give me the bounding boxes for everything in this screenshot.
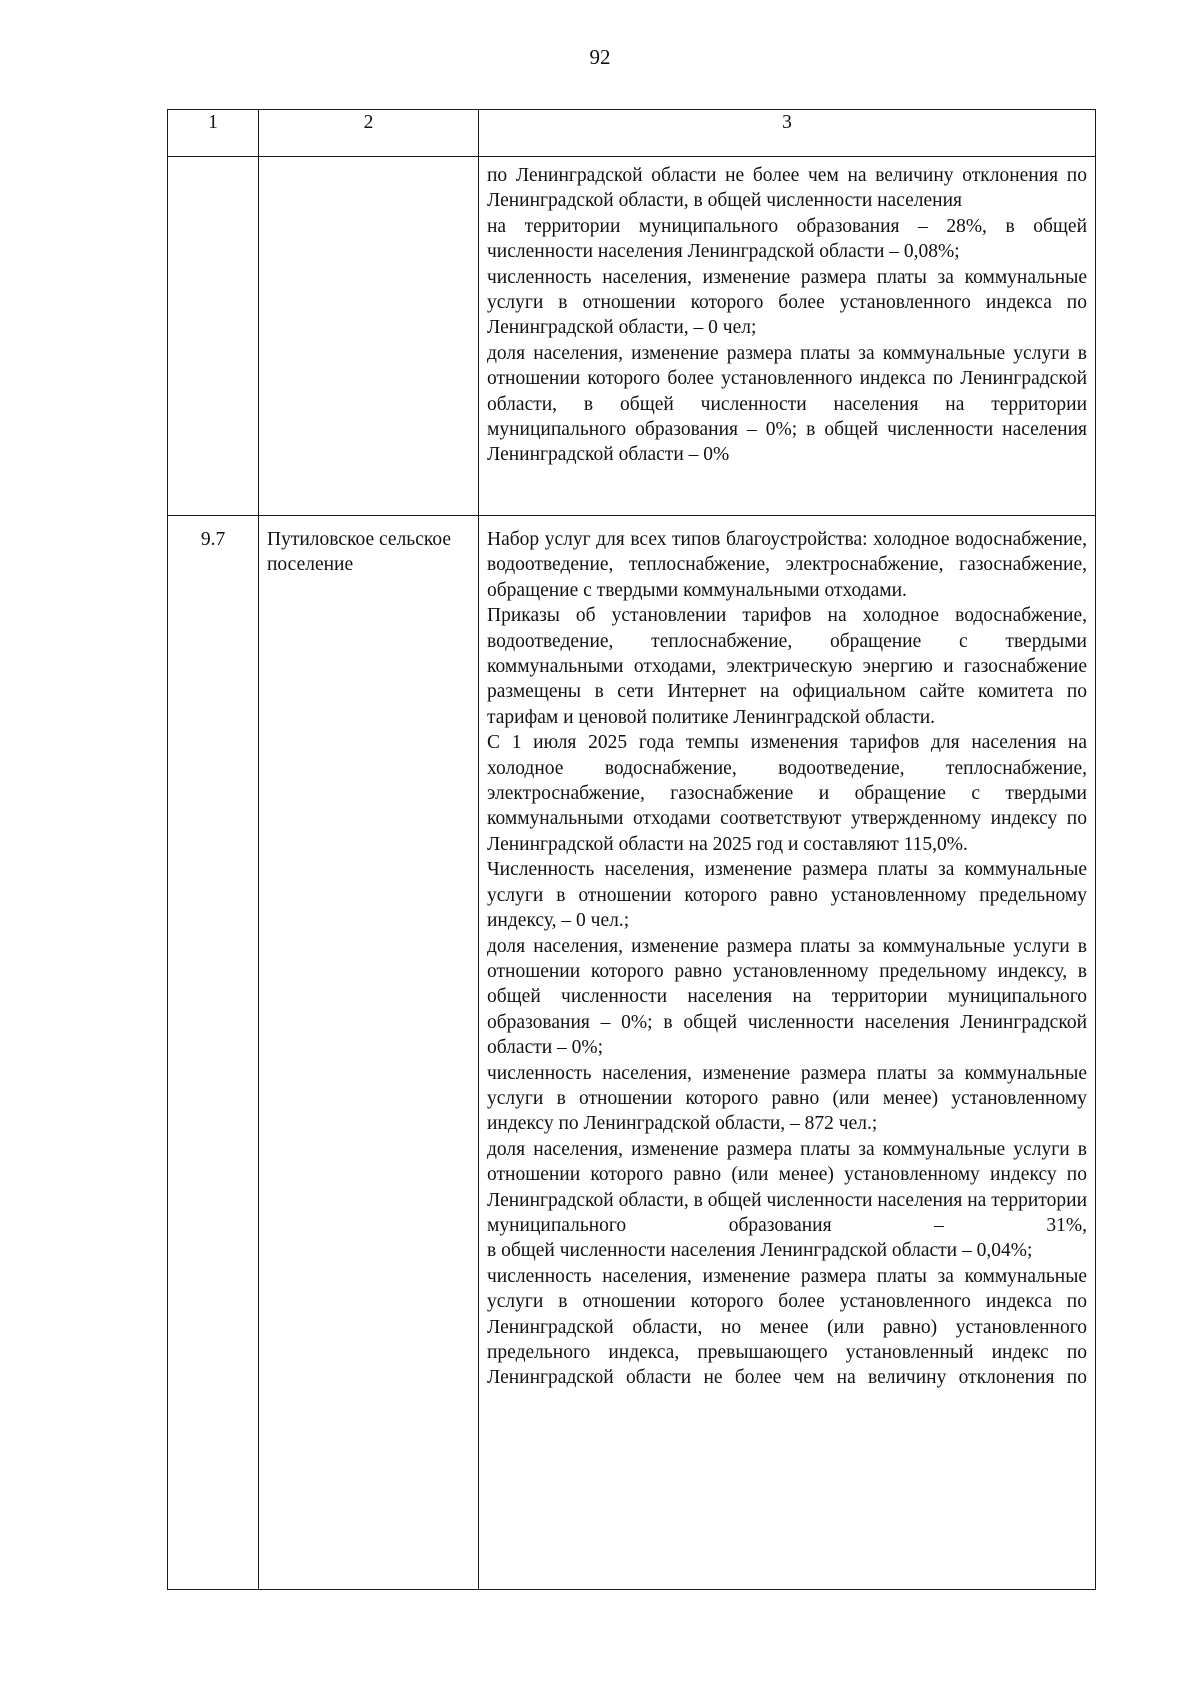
continuation-paragraph: на территории муниципального образования – 28%, в общей численности населения Ленинградской области – 0,08%; xyxy=(487,215,1087,263)
description-paragraph: доля населения, изменение размера платы за коммунальные услуги в отношении которого равно (или менее) установленному индексу по Ленинградской области, в общей численности населения на территории муниципального образования – 31%, xyxy=(487,1138,1087,1236)
header-cell-3: 3 xyxy=(479,110,1096,157)
description-paragraph: численность населения, изменение размера платы за коммунальные услуги в отношении которого более установленного индекса по Ленинградской области, но менее (или равно) установленного предельного индекса, превышающего установленный индекс по Ленинградской области не более чем на величину отклонения по xyxy=(487,1265,1087,1389)
table-row-continuation xyxy=(168,157,1096,516)
header-cell-1: 1 xyxy=(168,110,259,157)
tariff-table xyxy=(167,109,1096,1590)
row-settlement-name: Путиловское сельское поселение xyxy=(259,516,479,1590)
table-header-row xyxy=(168,110,1096,157)
continuation-paragraph: численность населения, изменение размера платы за коммунальные услуги в отношении которого более установленного индекса по Ленинградской области, – 0 чел; xyxy=(487,266,1087,339)
description-paragraph: доля населения, изменение размера платы за коммунальные услуги в отношении которого равно установленному предельному индексу, в общей численности населения на территории муниципального образования – 0%; в общей численности населения Ленинградской области – 0%; xyxy=(487,935,1087,1059)
continuation-paragraph: доля населения, изменение размера платы за коммунальные услуги в отношении которого более установленного индекса по Ленинградской области, в общей численности населения на территории муниципального образования – 0%; в общей численности населения Ленинградской области – 0% xyxy=(487,342,1087,466)
cell-number-empty xyxy=(168,157,259,516)
row-number: 9.7 xyxy=(168,516,259,1590)
description-paragraph: численность населения, изменение размера платы за коммунальные услуги в отношении которого равно (или менее) установленному индексу по Ленинградской области, – 872 чел.; xyxy=(487,1062,1087,1135)
cell-name-empty xyxy=(259,157,479,516)
description-paragraph: Численность населения, изменение размера платы за коммунальные услуги в отношении которого равно установленному предельному индексу, – 0 чел.; xyxy=(487,859,1087,932)
description-paragraph: Приказы об установлении тарифов на холодное водоснабжение, водоотведение, теплоснабжение, обращение с твердыми коммунальными отходами, электрическую энергию и газоснабжение размещены в сети Интернет на официальном сайте комитета по тарифам и ценовой политике Ленинградской области. xyxy=(487,605,1087,728)
description-paragraph: Набор услуг для всех типов благоустройства: холодное водоснабжение, водоотведение, теплоснабжение, электроснабжение, газоснабжение, обращение с твердыми коммунальными отходами. xyxy=(487,529,1087,601)
continuation-paragraph: по Ленинградской области не более чем на величину отклонения по Ленинградской области, в общей численности населения xyxy=(487,165,1087,212)
table-row-9-7 xyxy=(168,516,1096,1590)
cell-description-continuation xyxy=(479,157,1096,516)
header-cell-2: 2 xyxy=(259,110,479,157)
description-paragraph: в общей численности населения Ленинградской области – 0,04%; xyxy=(487,1240,1033,1262)
row-description xyxy=(479,516,1096,1590)
description-paragraph: С 1 июля 2025 года темпы изменения тарифов для населения на холодное водоснабжение, водоотведение, теплоснабжение, электроснабжение, газоснабжение и обращение с твердыми коммунальными отходами соответствуют утвержденному индексу по Ленинградской области на 2025 год и составляют 115,0%. xyxy=(487,732,1087,855)
page-number: 92 xyxy=(589,45,611,69)
